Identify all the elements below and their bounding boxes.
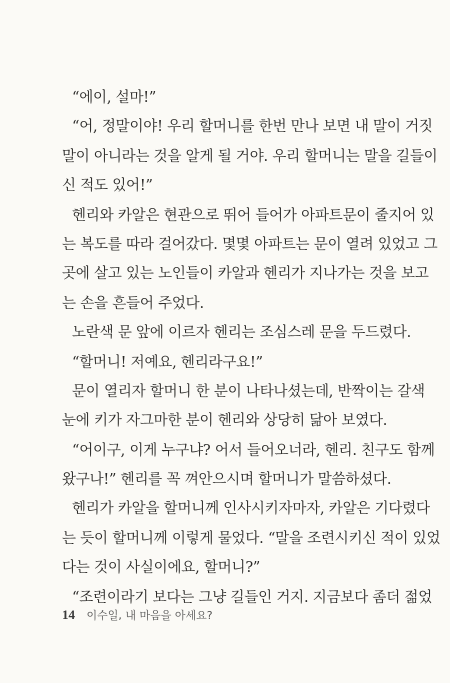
text-line: 노란색 문 앞에 이르자 헨리는 조심스레 문을 두드렸다. — [72, 325, 412, 342]
text-line: 말이 아니라는 것을 알게 될 거야. 우리 할머니는 말을 길들이 — [62, 148, 438, 165]
page-number: 14 — [62, 607, 75, 622]
text-line: 곳에 살고 있는 노인들이 카알과 헨리가 지나가는 것을 보고 — [62, 266, 429, 283]
text-line: 다는 것이 사실이에요, 할머니?” — [62, 560, 261, 577]
text-line: “어, 정말이야! 우리 할머니를 한번 만나 보면 내 말이 거짓 — [72, 119, 433, 136]
text-line: 문이 열리자 할머니 한 분이 나타나셨는데, 반짝이는 갈색 — [72, 383, 425, 400]
running-title: 이수일, 내 마음을 아세요? — [86, 609, 213, 622]
text-line: 헨리가 카알을 할머니께 인사시키자마자, 카알은 기다렸다 — [72, 501, 430, 518]
text-line: “조련이라기 보다는 그냥 길들인 거지. 지금보다 좀더 젊었 — [72, 589, 433, 606]
body-text — [62, 84, 441, 613]
text-line: 헨리와 카알은 현관으로 뛰어 들어가 아파트문이 줄지어 있 — [72, 207, 435, 224]
text-line: 신 적도 있어!” — [62, 178, 153, 195]
text-line: “에이, 설마!” — [72, 90, 157, 106]
text-line: 는 듯이 할머니께 이렇게 물었다. “말을 조련시키신 적이 있었 — [62, 530, 441, 547]
text-line: 왔구나!” 헨리를 꼭 껴안으시며 할머니가 말씀하셨다. — [62, 472, 392, 489]
text-line: 눈에 키가 자그마한 분이 헨리와 상당히 닮아 보였다. — [62, 413, 388, 430]
text-line: “할머니! 저예요, 헨리라구요!” — [72, 354, 263, 371]
text-line: “어이구, 이게 누구냐? 어서 들어오너라, 헨리. 친구도 함께 — [72, 442, 435, 459]
text-line: 는 손을 흔들어 주었다. — [62, 295, 204, 312]
text-line: 는 복도를 따라 걸어갔다. 몇몇 아파트는 문이 열려 있었고 그 — [62, 236, 438, 253]
page-footer — [62, 607, 213, 623]
